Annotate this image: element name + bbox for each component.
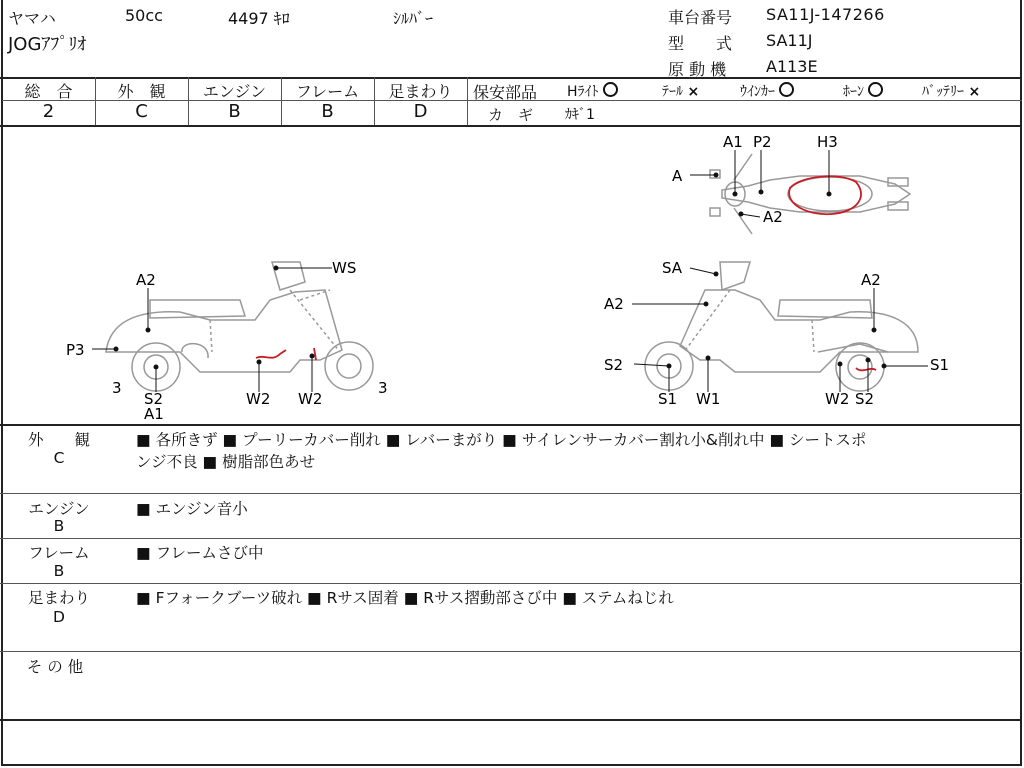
label-s1: S1	[658, 390, 678, 408]
engine-label: 原 動 機	[668, 60, 727, 79]
color: ｼﾙﾊﾞｰ	[393, 9, 434, 28]
label-a: A	[672, 167, 683, 185]
label-w2: W2	[825, 390, 850, 408]
tail-label: ﾃｰﾙ	[662, 84, 683, 100]
divider	[0, 651, 1022, 652]
grade-total-value: 2	[42, 101, 55, 122]
engine-notes-label: エンジン	[28, 500, 90, 518]
model-label: 型 式	[668, 34, 733, 53]
frame-no-label: 車台番号	[668, 8, 733, 27]
frame-no-value: SA11J-147266	[766, 5, 885, 24]
mileage: 4497 ｷﾛ	[228, 9, 290, 28]
divider	[0, 719, 1022, 721]
label-a2: A2	[861, 271, 881, 289]
label-3: 3	[378, 379, 388, 397]
key-label: カ ギ	[488, 106, 534, 124]
damage-diagram	[0, 126, 1024, 424]
exterior-notes-label: 外 観	[27, 431, 90, 449]
circle-ok-icon	[779, 82, 794, 97]
label-a2: A2	[136, 271, 156, 289]
horn-item	[843, 81, 883, 101]
damage-mark-s2	[856, 368, 876, 370]
damage-mark-w2	[256, 350, 286, 358]
label-a1: A1	[723, 133, 743, 151]
cross-ng-icon: ×	[687, 84, 700, 100]
label-w2: W2	[298, 390, 323, 408]
grade-frame-value: B	[321, 101, 334, 122]
battery-item	[922, 81, 980, 101]
grade-exterior-label: 外 観	[117, 82, 166, 101]
frame-notes-label: フレーム	[28, 544, 90, 562]
grade-engine-value: B	[228, 101, 241, 122]
suspension-notes-label: 足まわり	[27, 589, 90, 607]
cross-ng-icon: ×	[968, 84, 981, 100]
label-sa: SA	[662, 259, 683, 277]
divider	[0, 493, 1022, 494]
exterior-notes-line: ■ 各所きず ■ プーリーカバー削れ ■ レバーまがり ■ サイレンサーカバー割れ小&削れ中 ■ シートスポ	[136, 431, 867, 449]
horn-label: ﾎｰﾝ	[843, 84, 864, 100]
label-h3: H3	[817, 133, 838, 151]
divider	[0, 583, 1022, 584]
other-notes-label: そ の 他	[26, 658, 84, 676]
damage-mark-w2	[314, 348, 316, 360]
displacement: 50cc	[125, 6, 163, 25]
winker-item	[740, 81, 794, 101]
label-p2: P2	[753, 133, 772, 151]
label-a2: A2	[604, 295, 624, 313]
grade-frame-label: フレーム	[295, 82, 360, 101]
maker: ヤマハ	[8, 9, 56, 28]
winker-label: ｳｲﾝｶｰ	[740, 84, 775, 100]
label-a2: A2	[763, 208, 783, 226]
damage-mark-h3	[789, 176, 861, 214]
label-s1: S1	[930, 356, 950, 374]
label-s2: S2	[144, 390, 164, 408]
headlight-label: Hﾗｲﾄ	[567, 84, 599, 100]
label-s2: S2	[855, 390, 875, 408]
circle-ok-icon	[603, 82, 618, 97]
divider	[0, 538, 1022, 539]
divider	[467, 77, 468, 125]
grade-exterior-value: C	[135, 101, 148, 122]
circle-ok-icon	[868, 82, 883, 97]
grade-total-label: 総 合	[24, 82, 73, 101]
battery-label: ﾊﾞｯﾃﾘｰ	[922, 84, 964, 100]
frame-notes-line: ■ フレームさび中	[136, 544, 264, 562]
grade-engine-label: エンジン	[202, 82, 267, 101]
headlight-item	[567, 81, 618, 101]
suspension-notes-line: ■ Fフォークブーツ破れ ■ Rサス固着 ■ Rサス摺動部さび中 ■ ステムねじれ	[136, 589, 674, 607]
exterior-notes-grade: C	[53, 449, 65, 467]
safety-label: 保安部品	[473, 83, 538, 102]
divider	[0, 424, 1022, 426]
suspension-notes-grade: D	[53, 608, 65, 626]
engine-notes-line: ■ エンジン音小	[136, 500, 248, 518]
tail-item	[662, 81, 699, 101]
top-view-callouts	[690, 150, 831, 217]
label-s2: S2	[604, 356, 624, 374]
exterior-notes-line: ンジ不良 ■ 樹脂部色あせ	[136, 453, 316, 471]
model-name: JOGｱﾌﾟﾘｵ	[8, 34, 87, 55]
label-a1: A1	[144, 405, 164, 423]
label-w2: W2	[246, 390, 271, 408]
label-w1: W1	[696, 390, 721, 408]
model-value: SA11J	[766, 31, 813, 50]
key-value: ｶｷﾞ1	[565, 107, 595, 123]
engine-notes-grade: B	[53, 517, 65, 535]
grade-suspension-label: 足まわり	[388, 82, 453, 101]
scooter-top-view	[710, 154, 910, 234]
label-ws: WS	[332, 259, 357, 277]
grade-suspension-value: D	[413, 101, 428, 122]
engine-value: A113E	[766, 57, 818, 76]
label-3: 3	[112, 379, 122, 397]
frame-notes-grade: B	[53, 562, 65, 580]
label-p3: P3	[66, 341, 85, 359]
